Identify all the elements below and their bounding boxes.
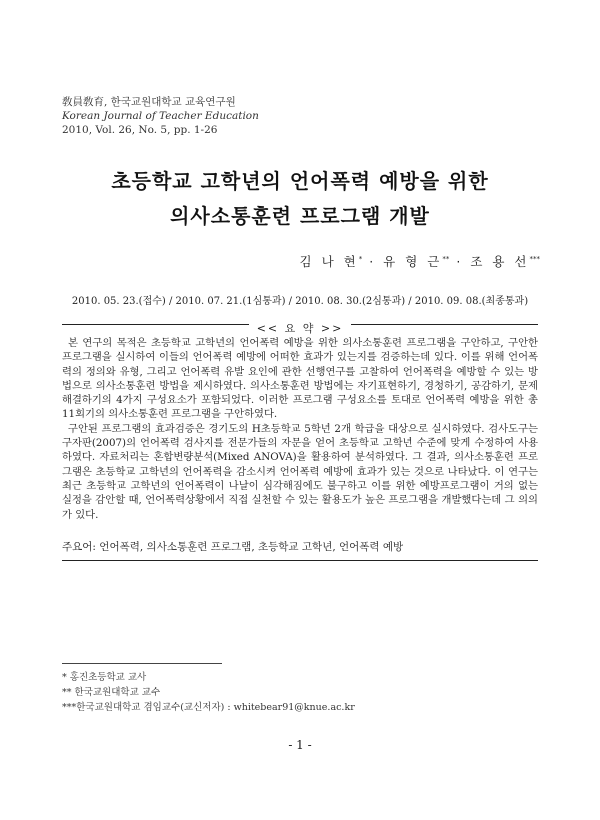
abstract-paragraph-2: 구안된 프로그램의 효과검증은 경기도의 H초등학교 5학년 2개 학급을 대상으로 실시하였다. 검사도구는 구자판(2007)의 언어폭력 검사지를 전문가들의 자문을 얻어 초등학교 고학년 수준에 맞게 수정하여 사용하였다. 자료처리는 혼합변량분석(Mixed ANOVA)을 활용하여 분석하였다. 그 결과, 의사소통훈련 프로그램은 초등학교 고학년의 언어폭력을 감소시켜 언어폭력 예방에 효과가 있는 것으로 나타났다. 이 연구는 최근 초등학교 고학년의 언어폭력이 나날이 심각해짐에도 불구하고 이를 위한 예방프로그램이 거의 없는 실정을 감안할 때, 언어폭력상황에서 직접 실천할 수 있는 활용도가 높은 프로그램을 개발했다는데 그 의의가 있다. xyxy=(62,422,538,521)
footnote-3: ***한국교원대학교 겸임교수(교신저자) : whitebear91@knue.ac.kr xyxy=(62,702,355,713)
footnotes xyxy=(62,670,355,715)
author-3: 조 용 선*** xyxy=(470,254,540,269)
journal-info xyxy=(62,95,259,137)
author-separator: · xyxy=(369,254,377,269)
author-2: 유 형 근** xyxy=(383,254,450,269)
journal-volume: 2010, Vol. 26, No. 5, pp. 1-26 xyxy=(62,124,218,136)
keywords: 주요어: 언어폭력, 의사소통훈련 프로그램, 초등학교 고학년, 언어폭력 예방 xyxy=(62,541,404,553)
abstract-paragraph-1: 본 연구의 목적은 초등학교 고학년의 언어폭력 예방을 위한 의사소통훈련 프로그램을 구안하고, 구안한 프로그램을 실시하여 이들의 언어폭력 예방에 어떠한 효과가 있는지를 검증하는데 있다. 이를 위해 언어폭력의 정의와 유형, 그리고 언어폭력 유발 요인에 관한 선행연구를 고찰하여 언어폭력을 예방할 수 있는 방법으로 의사소통훈련 방법을 제시하였다. 의사소통훈련 방법에는 자기표현하기, 경청하기, 공감하기, 문제해결하기의 4가지 구성요소가 포함되었다. 이러한 프로그램 구성요소를 토대로 언어폭력 예방을 위한 총 11회기의 의사소통훈련 프로그램을 구안하였다. xyxy=(62,337,538,421)
paper-title-line-1: 초등학교 고학년의 언어폭력 예방을 위한 xyxy=(111,169,489,193)
journal-name-kr: 敎員敎育, 한국교원대학교 교육연구원 xyxy=(62,96,236,108)
journal-name-en: Korean Journal of Teacher Education xyxy=(62,110,259,122)
footnote-2: ** 한국교원대학교 교수 xyxy=(62,687,161,698)
author-list xyxy=(300,252,540,270)
keywords-divider xyxy=(62,560,538,561)
paper-title-line-2: 의사소통훈련 프로그램 개발 xyxy=(170,204,430,228)
review-dates: 2010. 05. 23.(접수) / 2010. 07. 21.(1심통과) / 2010. 08. 30.(2심통과) / 2010. 09. 08.(최종통과) xyxy=(71,296,529,307)
author-separator: · xyxy=(456,254,464,269)
author-1: 김 나 현* xyxy=(299,254,363,269)
page-number: - 1 - xyxy=(288,738,312,752)
footnote-1: * 홍진초등학교 교사 xyxy=(62,672,147,683)
footnote-divider xyxy=(62,663,222,664)
abstract-body xyxy=(62,336,538,522)
abstract-heading: << 요 약 >> xyxy=(0,317,600,336)
